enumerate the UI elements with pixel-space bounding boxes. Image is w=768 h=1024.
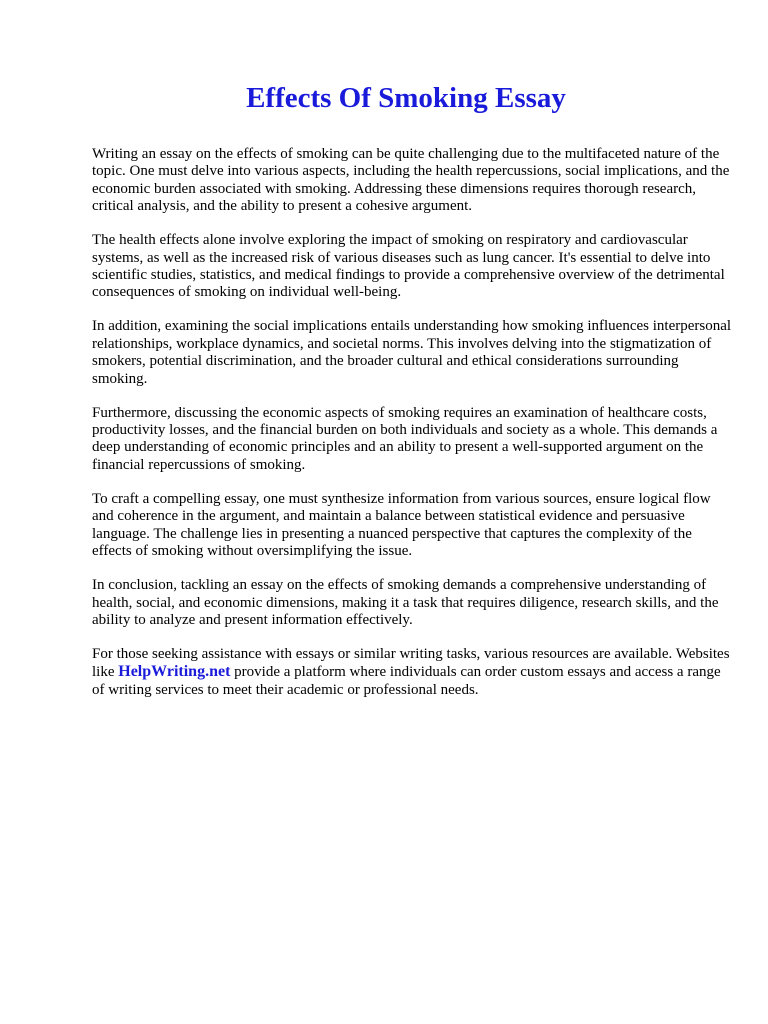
paragraph-social: In addition, examining the social implications entails understanding how smoking influences interpersonal relationships, workplace dynamics, and societal norms. This involves delving into the stigmatization of smokers, potential discrimination, and the broader cultural and ethical considerations surrounding smoking. [92,318,732,387]
paragraph-resources [92,646,732,699]
paragraph-health: The health effects alone involve exploring the impact of smoking on respiratory and cardiovascular systems, as well as the increased risk of various diseases such as lung cancer. It's essential to delve into scientific studies, statistics, and medical findings to provide a comprehensive overview of the detrimental consequences of smoking on individual well-being. [92,232,725,301]
document-title: Effects Of Smoking Essay [246,82,566,114]
resources-text-after: provide a platform where individuals can order custom essays and access a range of writing services to meet their academic or professional needs. [92,664,721,698]
paragraph-crafting: To craft a compelling essay, one must synthesize information from various sources, ensure logical flow and coherence in the argument, and maintain a balance between statistical evidence and persuasive language. The challenge lies in presenting a nuanced perspective that captures the complexity of the effects of smoking without oversimplifying the issue. [92,490,711,560]
helpwriting-link[interactable]: HelpWriting.net [118,663,231,681]
paragraph-economic: Furthermore, discussing the economic aspects of smoking requires an examination of healthcare costs, productivity losses, and the financial burden on both individuals and society as a whole. This demands a deep understanding of economic principles and an ability to present a well-supported argument on the financial repercussions of smoking. [92,404,718,473]
paragraph-intro: Writing an essay on the effects of smoking can be quite challenging due to the multifaceted nature of the topic. One must delve into various aspects, including the health repercussions, social implications, and the economic burden associated with smoking. Addressing these dimensions requires thorough research, critical analysis, and the ability to present a cohesive argument. [92,146,730,215]
resources-text-before: For those seeking assistance with essays or similar writing tasks, various resources are available. Websites like [92,645,730,681]
paragraph-conclusion: In conclusion, tackling an essay on the effects of smoking demands a comprehensive understanding of health, social, and economic dimensions, making it a task that requires diligence, research skills, and the ability to analyze and present information effectively. [92,577,719,628]
document-body [92,146,732,716]
